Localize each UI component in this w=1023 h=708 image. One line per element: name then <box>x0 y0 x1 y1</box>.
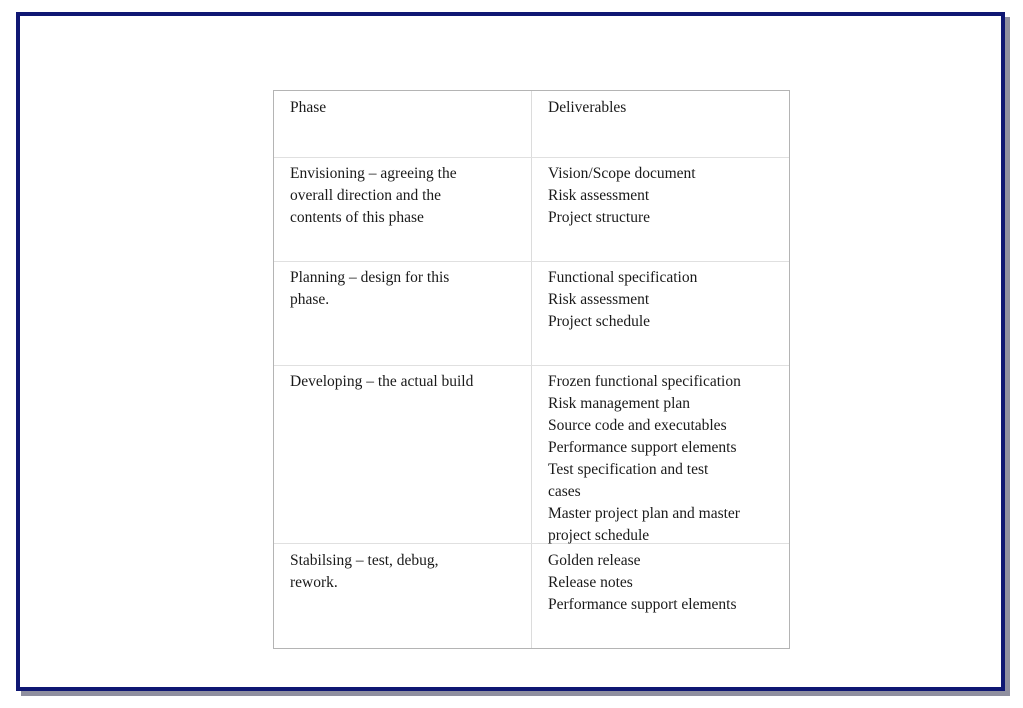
phase-cell-envisioning: Envisioning – agreeing the overall direction and the contents of this phase <box>290 165 457 226</box>
row-divider <box>274 365 789 366</box>
phase-cell-developing: Developing – the actual build <box>290 373 474 390</box>
deliverables-cell-stabilising: Golden release Release notes Performance support elements <box>548 552 737 613</box>
deliverables-cell-developing: Frozen functional specification Risk management plan Source code and executables Performance support elements Test specification and test cases Master project plan and master project schedule <box>548 373 741 544</box>
deliverables-cell-envisioning: Vision/Scope document Risk assessment Project structure <box>548 165 696 226</box>
row-divider <box>274 157 789 158</box>
deliverables-cell-planning: Functional specification Risk assessment Project schedule <box>548 269 698 330</box>
slide-frame <box>16 12 1005 691</box>
column-divider <box>531 91 532 648</box>
header-deliverables: Deliverables <box>548 99 627 116</box>
row-divider <box>274 261 789 262</box>
phase-cell-stabilising: Stabilsing – test, debug, rework. <box>290 552 439 591</box>
phase-deliverables-table <box>273 90 790 649</box>
header-phase: Phase <box>290 99 327 116</box>
phase-cell-planning: Planning – design for this phase. <box>290 269 450 308</box>
